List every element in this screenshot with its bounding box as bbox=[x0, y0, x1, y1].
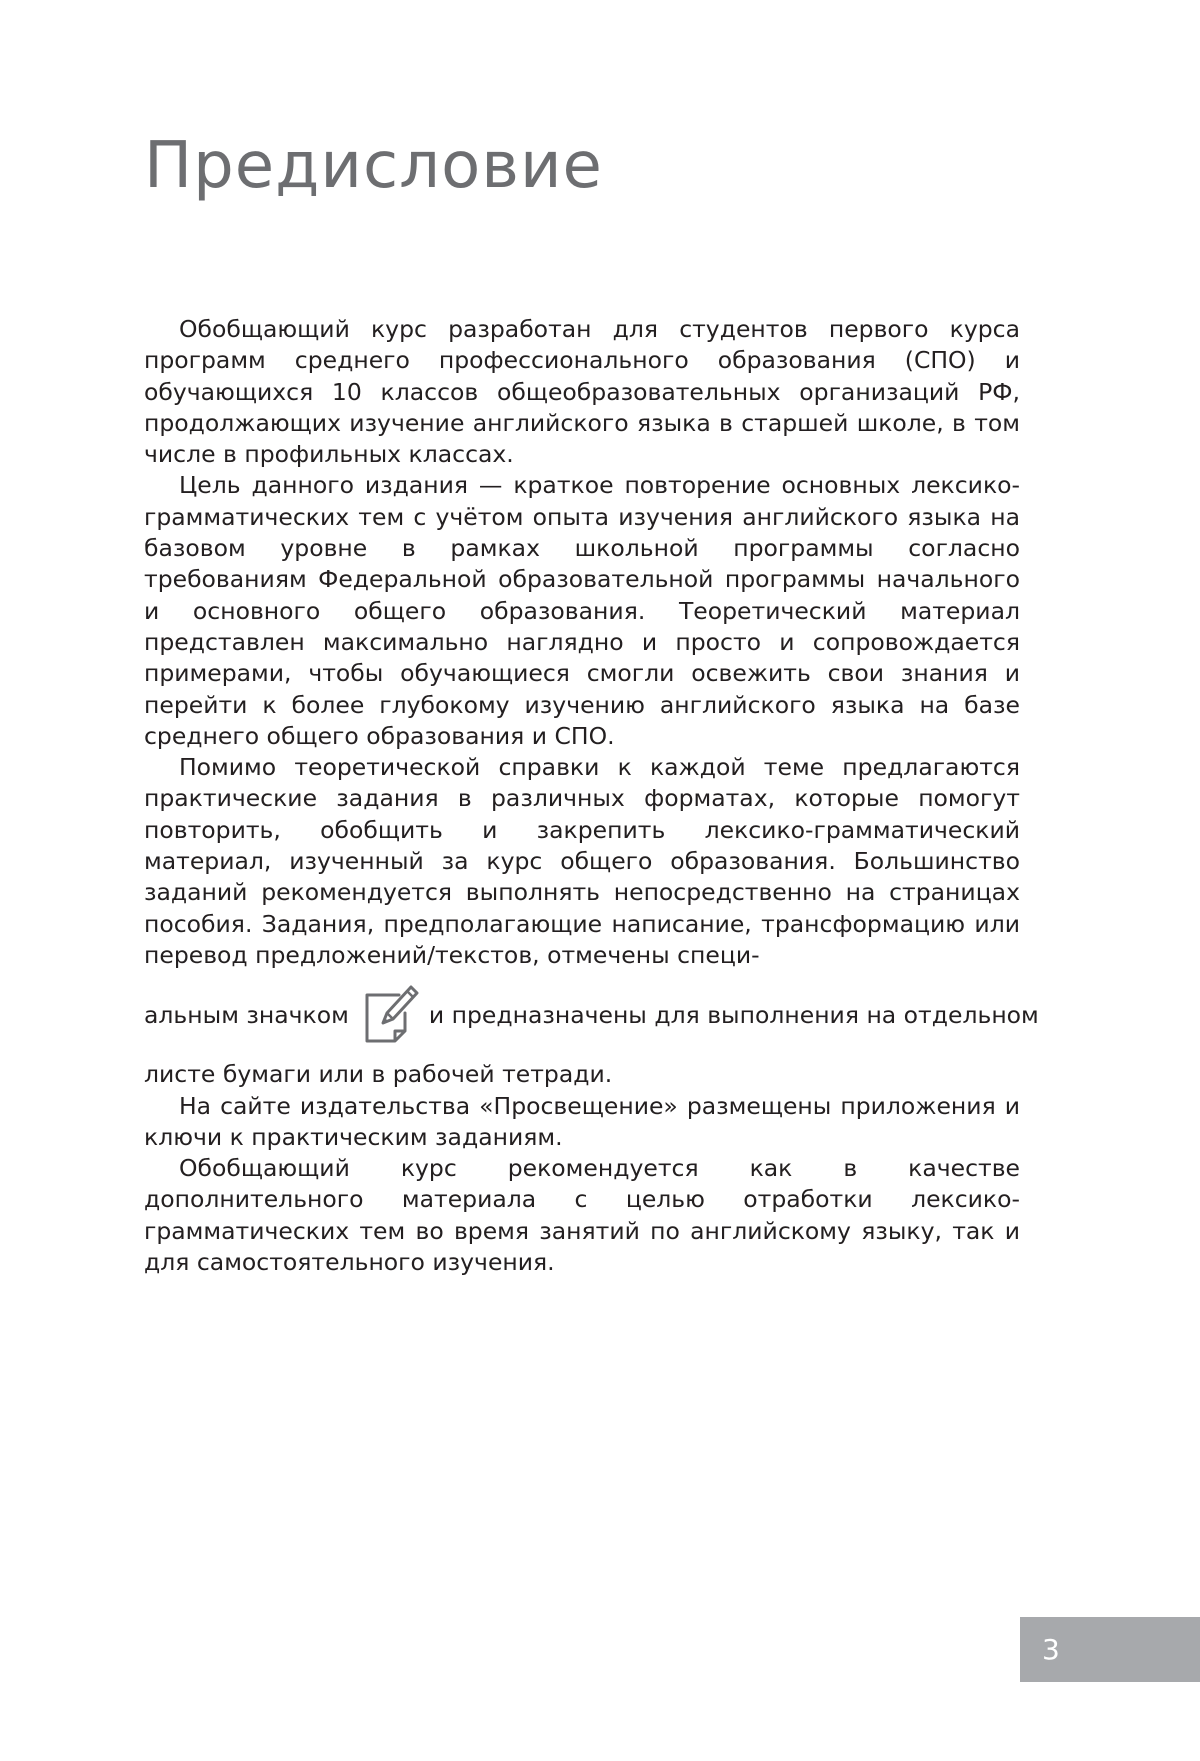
paragraph-3: Помимо теоретической справки к каждой теме предлагаются практические задания в различных форматах, которые помогут повторить, обобщить и закрепить лексико-грамматический материал, изученный за курс общего образования. Большинство заданий рекомендуется выполнять непосредственно на страницах пособия. Задания, предполагающие написание, трансформацию или перевод предложений/текстов, отмечены специ- bbox=[144, 753, 1020, 969]
icon-line-text-before: альным значком bbox=[144, 1000, 349, 1029]
page-number: 3 bbox=[1042, 1633, 1060, 1666]
preface-body bbox=[144, 314, 1039, 1278]
pencil-note-icon bbox=[361, 979, 421, 1051]
icon-line bbox=[144, 971, 1039, 1059]
paragraph-3-end: листе бумаги или в рабочей тетради. bbox=[144, 1060, 613, 1089]
page-number-box bbox=[1020, 1617, 1200, 1682]
paragraph-4: На сайте издательства «Просвещение» размещены приложения и ключи к практическим заданиям. bbox=[144, 1091, 1020, 1151]
paragraph-5: Обобщающий курс рекомендуется как в качестве дополнительного материала с целью отработки лексико-грамматических тем во время занятий по английскому языку, так и для самостоятельного изучения. bbox=[144, 1154, 1020, 1277]
page-title: Предисловие bbox=[144, 129, 603, 203]
paragraph-1: Обобщающий курс разработан для студентов первого курса программ среднего профессионального образования (СПО) и обучающихся 10 классов общеобразовательных организаций РФ, продолжающих изучение английского языка в старшей школе, в том числе в профильных классах. bbox=[144, 315, 1020, 469]
icon-line-text-after: и предназначены для выполнения на отдельном bbox=[428, 1000, 1039, 1029]
paragraph-2: Цель данного издания — краткое повторение основных лексико-грамматических тем с учётом опыта изучения английского языка на базовом уровне в рамках школьной программы согласно требованиям Федеральной образовательной программы начального и основного общего образования. Теоретический материал представлен максимально наглядно и просто и сопровождается примерами, чтобы обучающиеся смогли освежить свои знания и перейти к более глубокому изучению английского языка на базе среднего общего образования и СПО. bbox=[144, 471, 1020, 750]
